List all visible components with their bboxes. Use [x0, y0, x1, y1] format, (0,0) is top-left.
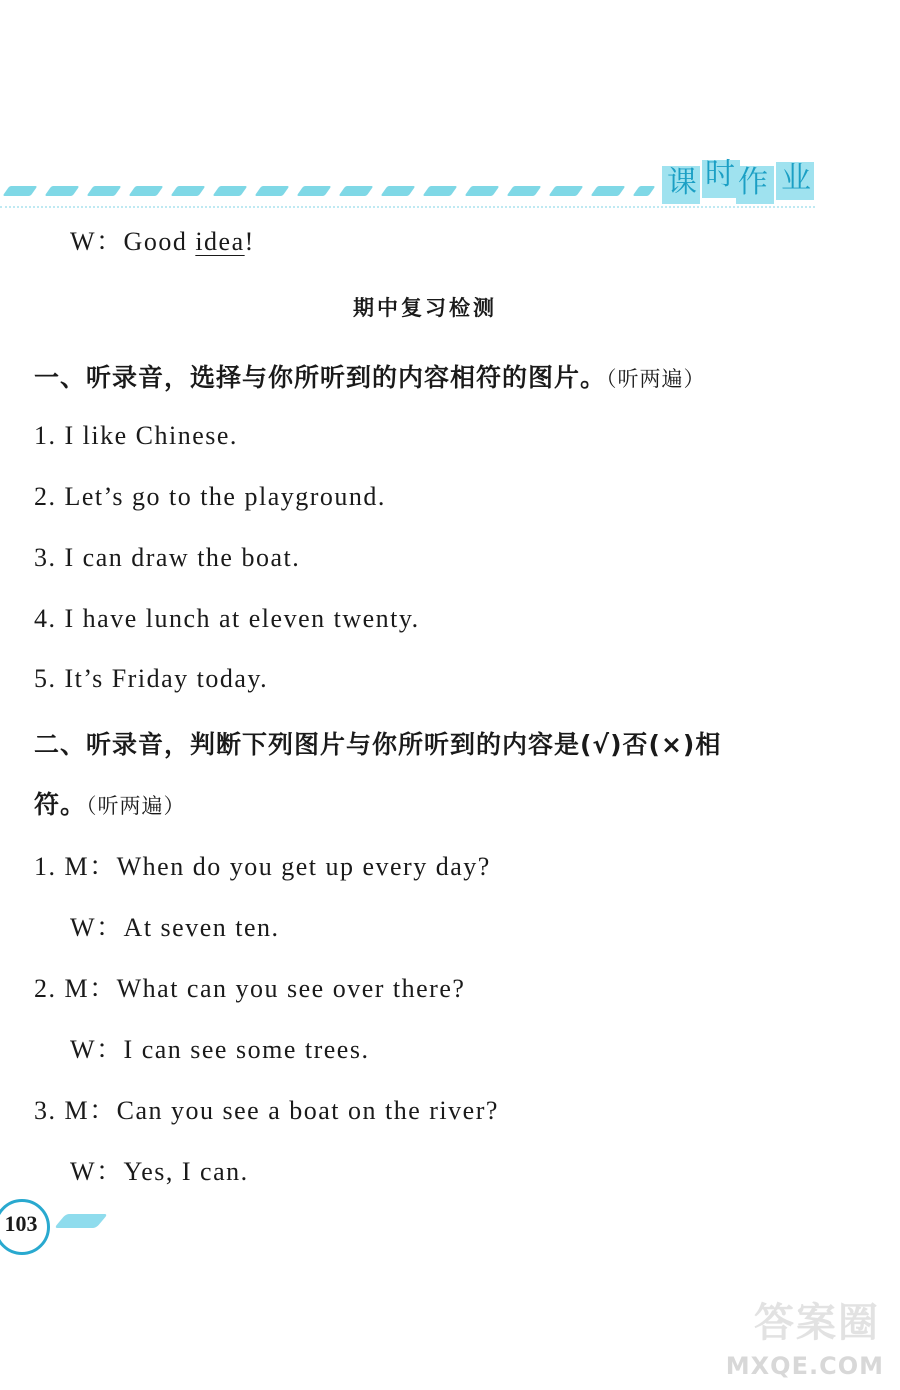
header-tag-char: 业 — [781, 161, 811, 196]
list-item: 1. I like Chinese. — [34, 421, 238, 450]
section1-heading-text: 一、听录音，选择与你所听到的内容相符的图片。 — [34, 363, 607, 392]
dialog-m-line: 2. M：What can you see over there? — [34, 974, 466, 1003]
watermark-logo-cn: 答案圈 — [754, 1300, 880, 1346]
section1-heading — [34, 358, 706, 394]
list-item: 4. I have lunch at eleven twenty. — [34, 604, 420, 633]
dialog-w-line: W：At seven ten. — [70, 913, 280, 942]
section1-note: （听两遍） — [606, 367, 706, 391]
list-item: 5. It’s Friday today. — [34, 664, 269, 693]
section2-note: （听两遍） — [86, 794, 186, 818]
dialog-w-line: W：I can see some trees. — [70, 1035, 370, 1064]
end-punct: ! — [244, 227, 255, 256]
header-tag-char: 时 — [705, 157, 735, 192]
header-tag-char: 课 — [667, 165, 697, 200]
page-title: 期中复习检测 — [353, 296, 497, 320]
dialog-line-top — [70, 221, 255, 258]
list-item: 2. Let’s go to the playground. — [34, 482, 386, 511]
header-tag-char: 作 — [738, 165, 768, 200]
section2-heading-text: 符。 — [34, 790, 87, 819]
speaker-text: W：Good — [70, 227, 196, 256]
list-item: 3. I can draw the boat. — [34, 543, 301, 572]
header-dotted-rule — [0, 206, 815, 208]
underlined-word: idea — [195, 227, 245, 256]
section2-heading-line1: 二、听录音，判断下列图片与你所听到的内容是(√)否(×)相 — [34, 730, 722, 759]
dialog-m-line: 3. M：Can you see a boat on the river? — [34, 1096, 499, 1125]
dialog-w-line: W：Yes, I can. — [70, 1157, 249, 1186]
page-number-tail — [54, 1214, 108, 1228]
watermark-logo-en: MXQE.COM — [725, 1352, 884, 1380]
section2-heading-line2 — [34, 785, 186, 821]
page-number: 103 — [4, 1211, 38, 1236]
dialog-m-line: 1. M：When do you get up every day? — [34, 852, 491, 881]
